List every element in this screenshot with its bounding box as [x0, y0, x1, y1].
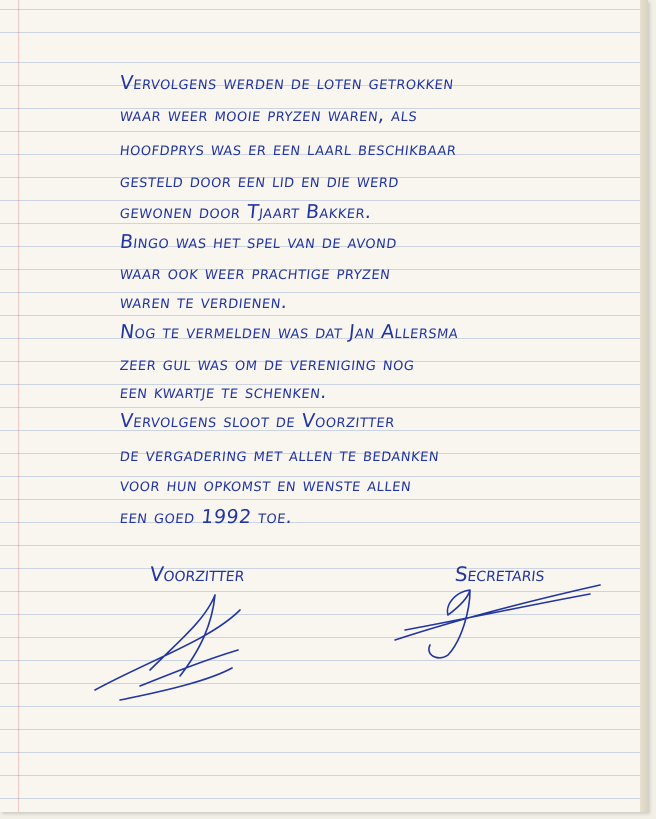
- letter-line: Vervolgens werden de loten getrokken: [118, 72, 455, 94]
- secretary-signature: [395, 585, 600, 658]
- chairman-label: Voorzitter: [148, 562, 246, 586]
- letter-line: voor hun opkomst en wenste allen: [118, 474, 413, 496]
- chairman-signature: [95, 595, 240, 700]
- letter-line: gewonen door Tjaart Bakker.: [118, 201, 373, 223]
- letter-line: een kwartje te schenken.: [118, 381, 329, 403]
- letter-line: Nog te vermelden was dat Jan Allersma: [118, 321, 460, 343]
- letter-line: waar ook weer prachtige pryzen: [118, 262, 392, 284]
- letter-line: hoofdprys was er een laarl beschikbaar: [118, 138, 458, 160]
- letter-line: waren te verdienen.: [118, 291, 289, 313]
- secretary-label: Secretaris: [453, 562, 546, 586]
- letter-line: Bingo was het spel van de avond: [118, 231, 399, 253]
- letter-line: een goed 1992 toe.: [118, 506, 294, 528]
- letter-line: Vervolgens sloot de Voorzitter: [118, 410, 397, 432]
- letter-line: de vergadering met allen te bedanken: [118, 444, 441, 466]
- letter-line: waar weer mooie pryzen waren, als: [118, 104, 419, 126]
- letter-line: gesteld door een lid en die werd: [118, 170, 401, 192]
- letter-line: zeer gul was om de vereniging nog: [118, 353, 416, 375]
